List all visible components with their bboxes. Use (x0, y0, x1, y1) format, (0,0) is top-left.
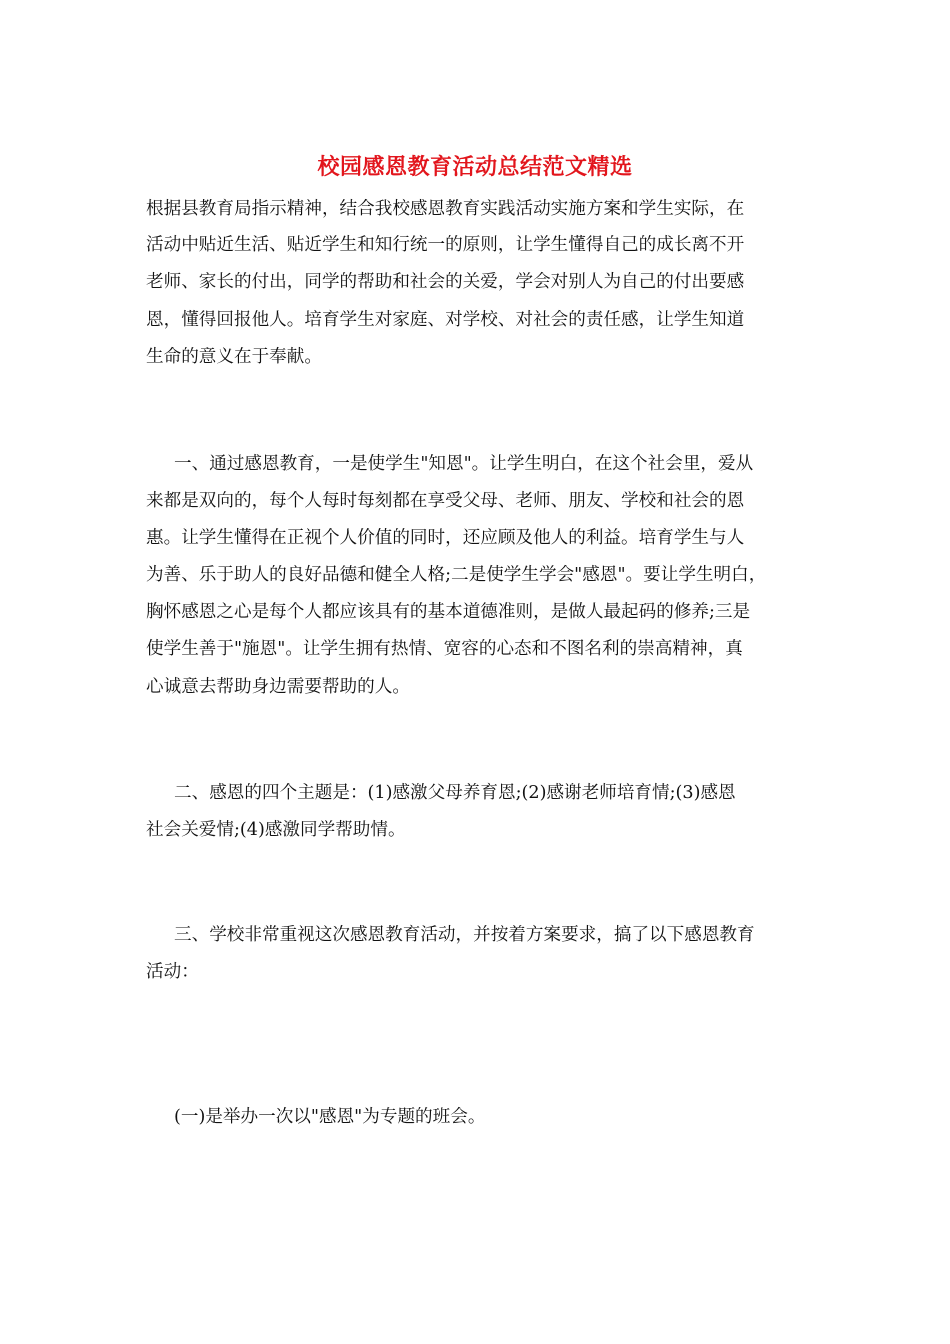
paragraph-line: 来都是双向的，每个人每时每刻都在享受父母、老师、朋友、学校和社会的恩 (146, 491, 745, 511)
paragraph-line: 三、学校非常重视这次感恩教育活动，并按着方案要求，搞了以下感恩教育 (174, 925, 755, 945)
paragraph-line: 生命的意义在于奉献。 (146, 347, 322, 367)
paragraph-line: 使学生善于"施恩"。让学生拥有热情、宽容的心态和不图名利的崇高精神，真 (146, 639, 743, 659)
paragraph-line: 胸怀感恩之心是每个人都应该具有的基本道德准则，是做人最起码的修养;三是 (146, 602, 751, 622)
paragraph-line: 二、感恩的四个主题是：(1)感激父母养育恩;(2)感谢老师培育情;(3)感恩 (174, 783, 736, 803)
paragraph-line: 为善、乐于助人的良好品德和健全人格;二是使学生学会"感恩"。要让学生明白， (146, 565, 767, 585)
paragraph-line: 惠。让学生懂得在正视个人价值的同时，还应顾及他人的利益。培育学生与人 (146, 528, 745, 548)
paragraph-line: 恩，懂得回报他人。培育学生对家庭、对学校、对社会的责任感，让学生知道 (146, 310, 745, 330)
paragraph-line: 根据县教育局指示精神，结合我校感恩教育实践活动实施方案和学生实际，在 (146, 199, 745, 219)
paragraph-line: 活动： (146, 962, 199, 982)
paragraph-line: 心诚意去帮助身边需要帮助的人。 (146, 677, 410, 697)
paragraph-line: 老师、家长的付出，同学的帮助和社会的关爱，学会对别人为自己的付出要感 (146, 272, 745, 292)
paragraph-line: 活动中贴近生活、贴近学生和知行统一的原则，让学生懂得自己的成长离不开 (146, 235, 745, 255)
paragraph-line: 社会关爱情;(4)感激同学帮助情。 (146, 820, 406, 840)
paragraph-line: 一、通过感恩教育，一是使学生"知恩"。让学生明白，在这个社会里，爱从 (174, 454, 754, 474)
paragraph-line: (一)是举办一次以"感恩"为专题的班会。 (174, 1107, 486, 1127)
document-title: 校园感恩教育活动总结范文精选 (317, 155, 633, 180)
